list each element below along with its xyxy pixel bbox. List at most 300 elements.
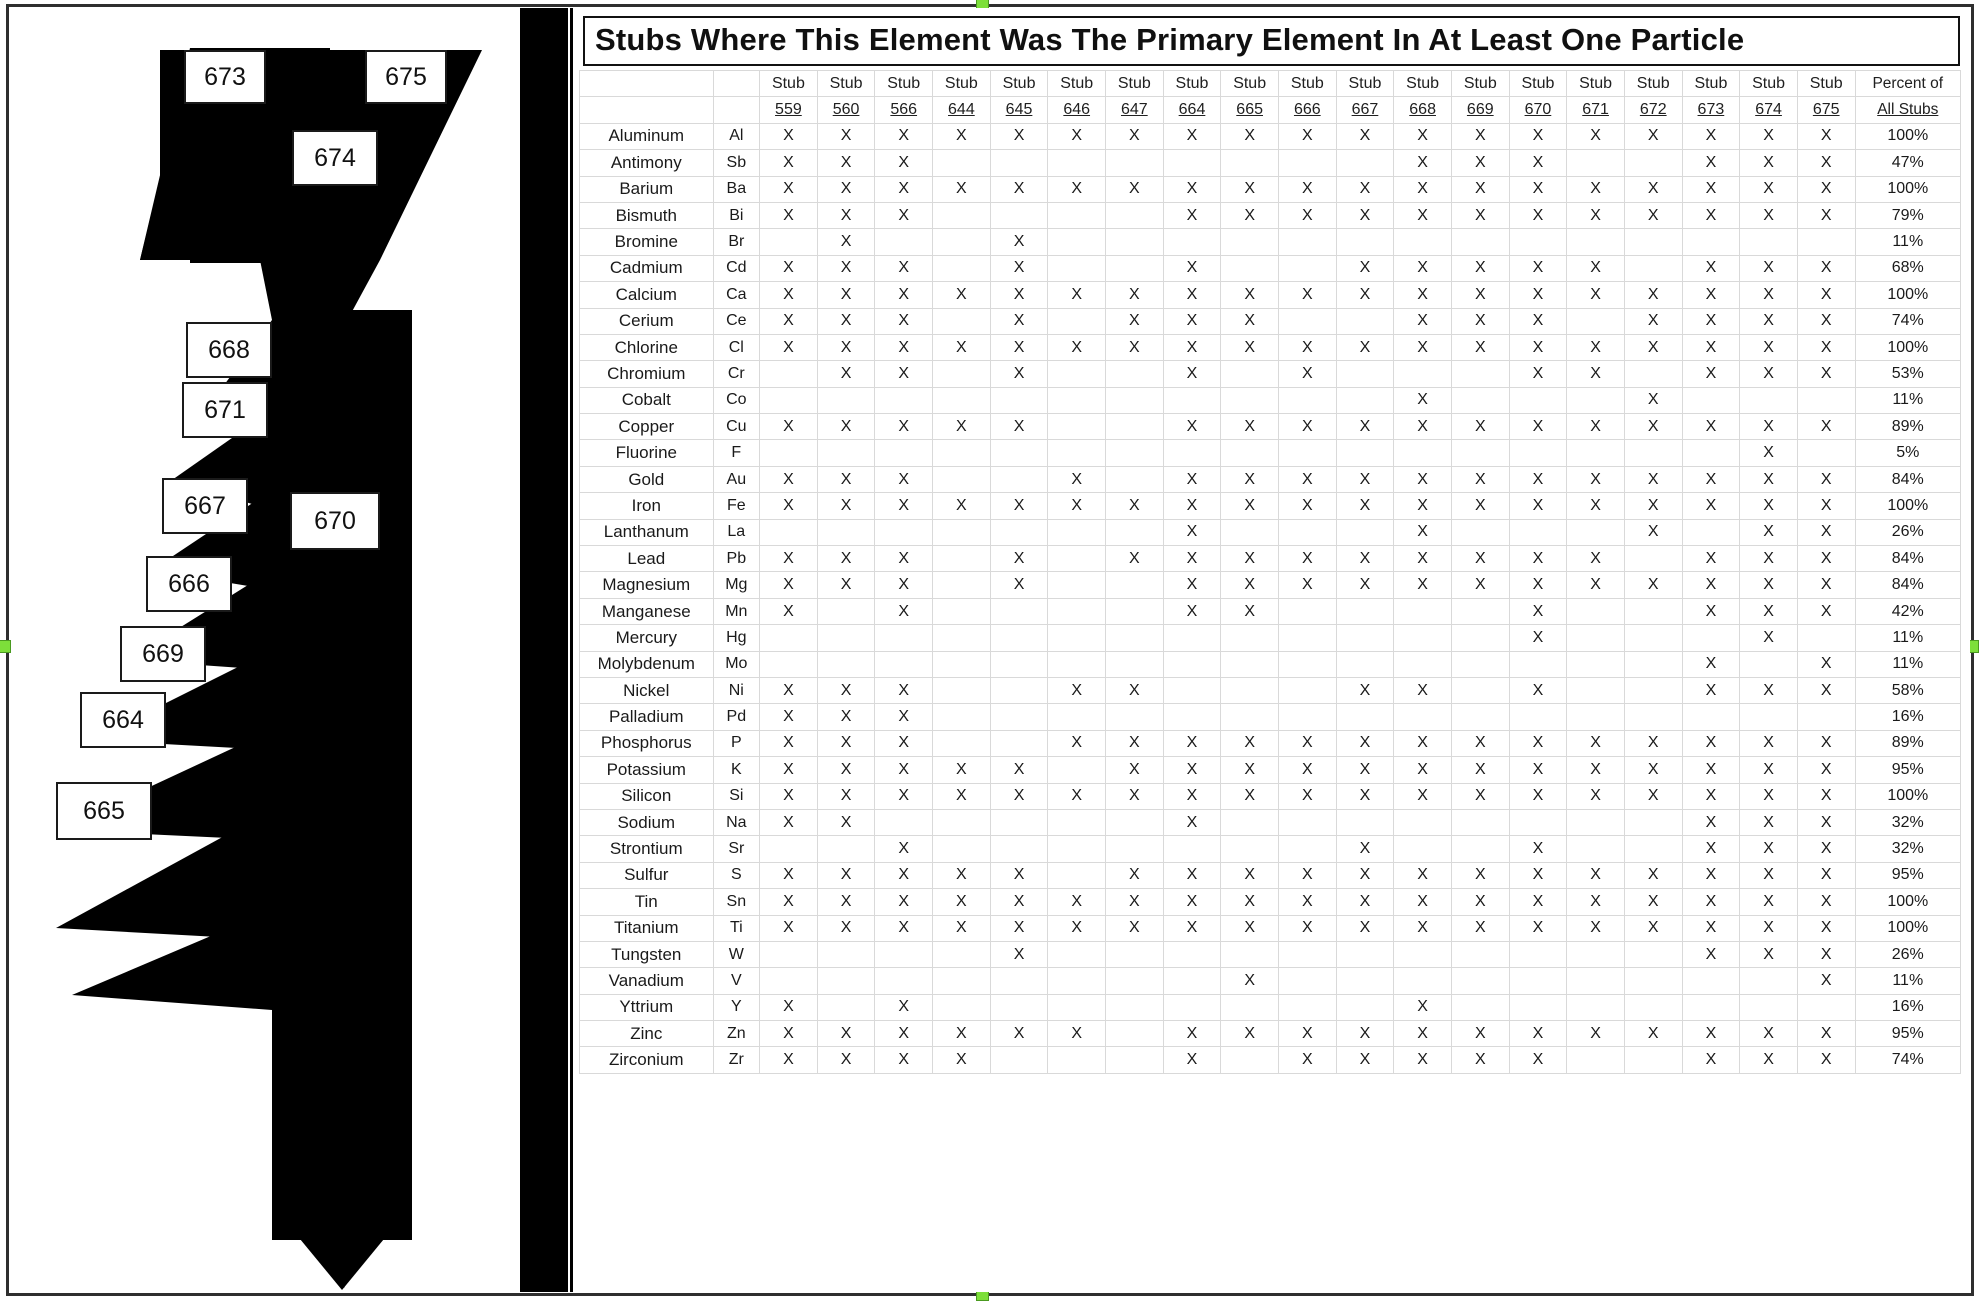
element-name-cell: Antimony xyxy=(580,150,714,176)
mark-cell-566: X xyxy=(875,1047,933,1073)
element-symbol-cell: Co xyxy=(713,387,760,413)
mark-cell-644: X xyxy=(933,1021,991,1047)
mark-cell-674: X xyxy=(1740,282,1798,308)
page-title: Stubs Where This Element Was The Primary Element In At Least One Particle xyxy=(595,22,1745,57)
mark-cell-559 xyxy=(760,361,818,387)
percent-cell: 89% xyxy=(1855,414,1960,440)
mark-cell-674: X xyxy=(1740,334,1798,360)
mark-cell-646: X xyxy=(1048,730,1106,756)
header-stub-number-566[interactable]: 566 xyxy=(875,97,933,123)
mark-cell-675: X xyxy=(1797,677,1855,703)
diagram-label-668[interactable]: 668 xyxy=(186,322,272,378)
mark-cell-675: X xyxy=(1797,915,1855,941)
mark-cell-671: X xyxy=(1567,889,1625,915)
mark-cell-667: X xyxy=(1336,1021,1394,1047)
mark-cell-560: X xyxy=(817,229,875,255)
mark-cell-669: X xyxy=(1451,572,1509,598)
table-row xyxy=(580,941,1961,967)
table-row xyxy=(580,334,1961,360)
mark-cell-665: X xyxy=(1221,915,1279,941)
mark-cell-647: X xyxy=(1106,546,1164,572)
table-row xyxy=(580,994,1961,1020)
mark-cell-647 xyxy=(1106,1021,1164,1047)
mark-cell-674: X xyxy=(1740,414,1798,440)
mark-cell-644 xyxy=(933,150,991,176)
element-name-cell: Yttrium xyxy=(580,994,714,1020)
mark-cell-673: X xyxy=(1682,677,1740,703)
element-symbol-cell: Mg xyxy=(713,572,760,598)
mark-cell-671 xyxy=(1567,625,1625,651)
mark-cell-566: X xyxy=(875,202,933,228)
mark-cell-668: X xyxy=(1394,202,1452,228)
mark-cell-646 xyxy=(1048,546,1106,572)
diagram-label-670[interactable]: 670 xyxy=(290,492,380,550)
header-stub-word-668: Stub xyxy=(1394,71,1452,97)
mark-cell-671: X xyxy=(1567,255,1625,281)
mark-cell-665 xyxy=(1221,625,1279,651)
mark-cell-646 xyxy=(1048,255,1106,281)
mark-cell-671 xyxy=(1567,308,1625,334)
mark-cell-665: X xyxy=(1221,889,1279,915)
mark-cell-560: X xyxy=(817,282,875,308)
percent-cell: 79% xyxy=(1855,202,1960,228)
mark-cell-674: X xyxy=(1740,572,1798,598)
mark-cell-673: X xyxy=(1682,836,1740,862)
mark-cell-645 xyxy=(990,994,1048,1020)
mark-cell-559: X xyxy=(760,150,818,176)
mark-cell-559: X xyxy=(760,915,818,941)
mark-cell-645 xyxy=(990,202,1048,228)
mark-cell-669: X xyxy=(1451,783,1509,809)
element-symbol-cell: W xyxy=(713,941,760,967)
mark-cell-670 xyxy=(1509,440,1567,466)
mark-cell-645: X xyxy=(990,941,1048,967)
mark-cell-668: X xyxy=(1394,677,1452,703)
header-blank-symbol xyxy=(713,71,760,97)
header-stub-number-665[interactable]: 665 xyxy=(1221,97,1279,123)
mark-cell-560: X xyxy=(817,176,875,202)
mark-cell-667: X xyxy=(1336,493,1394,519)
mark-cell-673 xyxy=(1682,625,1740,651)
percent-cell: 100% xyxy=(1855,282,1960,308)
mark-cell-664 xyxy=(1163,836,1221,862)
nail-silhouette xyxy=(12,10,520,1290)
mark-cell-559: X xyxy=(760,704,818,730)
mark-cell-668: X xyxy=(1394,889,1452,915)
mark-cell-646 xyxy=(1048,625,1106,651)
mark-cell-645 xyxy=(990,836,1048,862)
mark-cell-669: X xyxy=(1451,915,1509,941)
table-row xyxy=(580,361,1961,387)
mark-cell-560: X xyxy=(817,546,875,572)
mark-cell-672 xyxy=(1624,255,1682,281)
element-symbol-cell: P xyxy=(713,730,760,756)
mark-cell-673: X xyxy=(1682,572,1740,598)
table-row xyxy=(580,862,1961,888)
mark-cell-566 xyxy=(875,440,933,466)
header-stub-word-560: Stub xyxy=(817,71,875,97)
diagram-label-673[interactable]: 673 xyxy=(184,50,266,104)
mark-cell-668 xyxy=(1394,361,1452,387)
diagram-label-666[interactable]: 666 xyxy=(146,556,232,612)
mark-cell-667 xyxy=(1336,941,1394,967)
diagram-label-665[interactable]: 665 xyxy=(56,782,152,840)
mark-cell-647: X xyxy=(1106,123,1164,149)
mark-cell-566: X xyxy=(875,783,933,809)
mark-cell-647 xyxy=(1106,440,1164,466)
element-name-cell: Bromine xyxy=(580,229,714,255)
mark-cell-674: X xyxy=(1740,783,1798,809)
element-symbol-cell: Ca xyxy=(713,282,760,308)
mark-cell-645: X xyxy=(990,334,1048,360)
percent-cell: 84% xyxy=(1855,466,1960,492)
header-stub-number-664[interactable]: 664 xyxy=(1163,97,1221,123)
mark-cell-668: X xyxy=(1394,387,1452,413)
header-stub-number-667[interactable]: 667 xyxy=(1336,97,1394,123)
mark-cell-673: X xyxy=(1682,651,1740,677)
mark-cell-566: X xyxy=(875,282,933,308)
table-title-box xyxy=(583,16,1960,66)
percent-cell: 32% xyxy=(1855,809,1960,835)
mark-cell-668: X xyxy=(1394,519,1452,545)
percent-cell: 16% xyxy=(1855,994,1960,1020)
mark-cell-672 xyxy=(1624,836,1682,862)
mark-cell-645: X xyxy=(990,862,1048,888)
mark-cell-674: X xyxy=(1740,308,1798,334)
mark-cell-644: X xyxy=(933,176,991,202)
header-stub-number-560[interactable]: 560 xyxy=(817,97,875,123)
mark-cell-647 xyxy=(1106,625,1164,651)
mark-cell-670 xyxy=(1509,651,1567,677)
mark-cell-664: X xyxy=(1163,176,1221,202)
mark-cell-673: X xyxy=(1682,546,1740,572)
mark-cell-675: X xyxy=(1797,334,1855,360)
header-stub-number-647[interactable]: 647 xyxy=(1106,97,1164,123)
header-stub-word-566: Stub xyxy=(875,71,933,97)
mark-cell-644 xyxy=(933,625,991,651)
element-symbol-cell: Cl xyxy=(713,334,760,360)
table-row xyxy=(580,282,1961,308)
diagram-label-671[interactable]: 671 xyxy=(182,382,268,438)
mark-cell-667 xyxy=(1336,625,1394,651)
mark-cell-667 xyxy=(1336,387,1394,413)
element-symbol-cell: Ni xyxy=(713,677,760,703)
header-stub-number-671[interactable]: 671 xyxy=(1567,97,1625,123)
mark-cell-669: X xyxy=(1451,889,1509,915)
mark-cell-559: X xyxy=(760,1047,818,1073)
mark-cell-668 xyxy=(1394,229,1452,255)
mark-cell-646 xyxy=(1048,572,1106,598)
header-stub-word-670: Stub xyxy=(1509,71,1567,97)
mark-cell-646 xyxy=(1048,836,1106,862)
mark-cell-560: X xyxy=(817,783,875,809)
selection-handle-left[interactable] xyxy=(0,640,11,653)
mark-cell-646 xyxy=(1048,229,1106,255)
mark-cell-560: X xyxy=(817,677,875,703)
mark-cell-666: X xyxy=(1278,730,1336,756)
mark-cell-674: X xyxy=(1740,915,1798,941)
mark-cell-669 xyxy=(1451,598,1509,624)
mark-cell-645: X xyxy=(990,915,1048,941)
mark-cell-646: X xyxy=(1048,176,1106,202)
mark-cell-669 xyxy=(1451,651,1509,677)
mark-cell-674: X xyxy=(1740,176,1798,202)
mark-cell-645: X xyxy=(990,546,1048,572)
mark-cell-666: X xyxy=(1278,493,1336,519)
mark-cell-675: X xyxy=(1797,809,1855,835)
element-symbol-cell: Na xyxy=(713,809,760,835)
element-name-cell: Barium xyxy=(580,176,714,202)
mark-cell-668 xyxy=(1394,651,1452,677)
mark-cell-560: X xyxy=(817,730,875,756)
mark-cell-673: X xyxy=(1682,466,1740,492)
mark-cell-670: X xyxy=(1509,282,1567,308)
table-row xyxy=(580,466,1961,492)
mark-cell-664: X xyxy=(1163,493,1221,519)
mark-cell-669 xyxy=(1451,519,1509,545)
mark-cell-667: X xyxy=(1336,889,1394,915)
mark-cell-667: X xyxy=(1336,255,1394,281)
mark-cell-666 xyxy=(1278,651,1336,677)
table-row xyxy=(580,308,1961,334)
header-stub-word-645: Stub xyxy=(990,71,1048,97)
percent-cell: 58% xyxy=(1855,677,1960,703)
element-name-cell: Vanadium xyxy=(580,968,714,994)
header-percent-of: Percent of xyxy=(1855,71,1960,97)
diagram-label-667[interactable]: 667 xyxy=(162,478,248,534)
mark-cell-645: X xyxy=(990,889,1048,915)
header-stub-number-646[interactable]: 646 xyxy=(1048,97,1106,123)
mark-cell-645 xyxy=(990,968,1048,994)
element-symbol-cell: K xyxy=(713,757,760,783)
mark-cell-673: X xyxy=(1682,176,1740,202)
mark-cell-647 xyxy=(1106,704,1164,730)
element-name-cell: Magnesium xyxy=(580,572,714,598)
mark-cell-559 xyxy=(760,387,818,413)
header-stub-number-669[interactable]: 669 xyxy=(1451,97,1509,123)
mark-cell-644: X xyxy=(933,123,991,149)
element-symbol-cell: Ce xyxy=(713,308,760,334)
mark-cell-559 xyxy=(760,625,818,651)
mark-cell-672: X xyxy=(1624,730,1682,756)
mark-cell-670: X xyxy=(1509,466,1567,492)
element-name-cell: Lanthanum xyxy=(580,519,714,545)
mark-cell-666: X xyxy=(1278,862,1336,888)
mark-cell-566: X xyxy=(875,572,933,598)
mark-cell-670: X xyxy=(1509,677,1567,703)
mark-cell-675: X xyxy=(1797,123,1855,149)
element-name-cell: Cerium xyxy=(580,308,714,334)
mark-cell-666: X xyxy=(1278,572,1336,598)
mark-cell-670: X xyxy=(1509,1047,1567,1073)
mark-cell-670: X xyxy=(1509,414,1567,440)
mark-cell-645 xyxy=(990,704,1048,730)
diagram-label-675[interactable]: 675 xyxy=(365,50,447,104)
mark-cell-646 xyxy=(1048,308,1106,334)
mark-cell-667 xyxy=(1336,968,1394,994)
mark-cell-647 xyxy=(1106,387,1164,413)
table-row xyxy=(580,625,1961,651)
mark-cell-664 xyxy=(1163,651,1221,677)
element-name-cell: Potassium xyxy=(580,757,714,783)
mark-cell-646 xyxy=(1048,361,1106,387)
mark-cell-646: X xyxy=(1048,123,1106,149)
mark-cell-675: X xyxy=(1797,176,1855,202)
mark-cell-645 xyxy=(990,598,1048,624)
mark-cell-559: X xyxy=(760,572,818,598)
mark-cell-671: X xyxy=(1567,783,1625,809)
mark-cell-674: X xyxy=(1740,757,1798,783)
header-stub-number-644[interactable]: 644 xyxy=(933,97,991,123)
header-stub-number-645[interactable]: 645 xyxy=(990,97,1048,123)
mark-cell-673: X xyxy=(1682,282,1740,308)
diagram-label-674[interactable]: 674 xyxy=(292,130,378,186)
diagram-label-669[interactable]: 669 xyxy=(120,626,206,682)
percent-cell: 100% xyxy=(1855,334,1960,360)
mark-cell-666: X xyxy=(1278,176,1336,202)
mark-cell-671: X xyxy=(1567,546,1625,572)
mark-cell-566: X xyxy=(875,889,933,915)
mark-cell-665: X xyxy=(1221,968,1279,994)
mark-cell-667: X xyxy=(1336,757,1394,783)
mark-cell-664 xyxy=(1163,941,1221,967)
mark-cell-566: X xyxy=(875,757,933,783)
mark-cell-671: X xyxy=(1567,123,1625,149)
mark-cell-644 xyxy=(933,519,991,545)
mark-cell-664: X xyxy=(1163,202,1221,228)
mark-cell-666: X xyxy=(1278,783,1336,809)
header-stub-number-670[interactable]: 670 xyxy=(1509,97,1567,123)
mark-cell-560: X xyxy=(817,862,875,888)
mark-cell-645 xyxy=(990,519,1048,545)
header-stub-number-666[interactable]: 666 xyxy=(1278,97,1336,123)
mark-cell-665: X xyxy=(1221,202,1279,228)
mark-cell-646 xyxy=(1048,387,1106,413)
element-symbol-cell: Sr xyxy=(713,836,760,862)
element-symbol-cell: Br xyxy=(713,229,760,255)
mark-cell-560: X xyxy=(817,361,875,387)
mark-cell-672: X xyxy=(1624,176,1682,202)
header-stub-word-647: Stub xyxy=(1106,71,1164,97)
element-symbol-cell: Mn xyxy=(713,598,760,624)
mark-cell-646: X xyxy=(1048,889,1106,915)
element-symbol-cell: Ti xyxy=(713,915,760,941)
mark-cell-566: X xyxy=(875,1021,933,1047)
mark-cell-647 xyxy=(1106,361,1164,387)
header-stub-number-674[interactable]: 674 xyxy=(1740,97,1798,123)
mark-cell-646 xyxy=(1048,941,1106,967)
element-name-cell: Zinc xyxy=(580,1021,714,1047)
mark-cell-672 xyxy=(1624,1047,1682,1073)
mark-cell-644 xyxy=(933,229,991,255)
mark-cell-674: X xyxy=(1740,598,1798,624)
mark-cell-666 xyxy=(1278,968,1336,994)
mark-cell-560: X xyxy=(817,414,875,440)
mark-cell-675 xyxy=(1797,229,1855,255)
mark-cell-669: X xyxy=(1451,150,1509,176)
mark-cell-675: X xyxy=(1797,282,1855,308)
mark-cell-668: X xyxy=(1394,783,1452,809)
mark-cell-645 xyxy=(990,150,1048,176)
mark-cell-670 xyxy=(1509,229,1567,255)
mark-cell-669: X xyxy=(1451,282,1509,308)
mark-cell-664: X xyxy=(1163,308,1221,334)
mark-cell-668: X xyxy=(1394,862,1452,888)
mark-cell-666: X xyxy=(1278,546,1336,572)
percent-cell: 84% xyxy=(1855,572,1960,598)
element-symbol-cell: Fe xyxy=(713,493,760,519)
mark-cell-668: X xyxy=(1394,123,1452,149)
element-name-cell: Copper xyxy=(580,414,714,440)
percent-cell: 100% xyxy=(1855,783,1960,809)
header-stub-number-559[interactable]: 559 xyxy=(760,97,818,123)
mark-cell-559: X xyxy=(760,334,818,360)
mark-cell-647 xyxy=(1106,941,1164,967)
mark-cell-665 xyxy=(1221,519,1279,545)
mark-cell-664 xyxy=(1163,625,1221,651)
mark-cell-669: X xyxy=(1451,255,1509,281)
mark-cell-675: X xyxy=(1797,493,1855,519)
mark-cell-665: X xyxy=(1221,572,1279,598)
mark-cell-665: X xyxy=(1221,546,1279,572)
mark-cell-669: X xyxy=(1451,1021,1509,1047)
mark-cell-675: X xyxy=(1797,546,1855,572)
mark-cell-674: X xyxy=(1740,255,1798,281)
mark-cell-673: X xyxy=(1682,941,1740,967)
mark-cell-566: X xyxy=(875,546,933,572)
mark-cell-675: X xyxy=(1797,308,1855,334)
header-stub-number-668[interactable]: 668 xyxy=(1394,97,1452,123)
mark-cell-645 xyxy=(990,625,1048,651)
diagram-label-664[interactable]: 664 xyxy=(80,692,166,748)
mark-cell-647: X xyxy=(1106,308,1164,334)
mark-cell-673: X xyxy=(1682,889,1740,915)
header-stub-number-673[interactable]: 673 xyxy=(1682,97,1740,123)
header-blank-name xyxy=(580,71,714,97)
mark-cell-647: X xyxy=(1106,757,1164,783)
mark-cell-664 xyxy=(1163,150,1221,176)
mark-cell-672: X xyxy=(1624,387,1682,413)
element-symbol-cell: Zr xyxy=(713,1047,760,1073)
header-stub-number-675[interactable]: 675 xyxy=(1797,97,1855,123)
mark-cell-667: X xyxy=(1336,915,1394,941)
header-stub-word-559: Stub xyxy=(760,71,818,97)
mark-cell-669: X xyxy=(1451,334,1509,360)
mark-cell-673: X xyxy=(1682,757,1740,783)
mark-cell-673 xyxy=(1682,519,1740,545)
element-symbol-cell: Sb xyxy=(713,150,760,176)
header-stub-number-672[interactable]: 672 xyxy=(1624,97,1682,123)
mark-cell-670: X xyxy=(1509,123,1567,149)
mark-cell-566: X xyxy=(875,994,933,1020)
mark-cell-671: X xyxy=(1567,361,1625,387)
mark-cell-560: X xyxy=(817,1047,875,1073)
mark-cell-674: X xyxy=(1740,677,1798,703)
element-name-cell: Iron xyxy=(580,493,714,519)
mark-cell-644 xyxy=(933,994,991,1020)
mark-cell-646 xyxy=(1048,968,1106,994)
table-row xyxy=(580,229,1961,255)
mark-cell-668: X xyxy=(1394,308,1452,334)
mark-cell-669 xyxy=(1451,704,1509,730)
mark-cell-675: X xyxy=(1797,414,1855,440)
mark-cell-675: X xyxy=(1797,941,1855,967)
element-stub-table xyxy=(579,70,1961,1074)
mark-cell-669: X xyxy=(1451,1047,1509,1073)
mark-cell-664: X xyxy=(1163,757,1221,783)
header-blank-name-2 xyxy=(580,97,714,123)
mark-cell-646: X xyxy=(1048,1021,1106,1047)
